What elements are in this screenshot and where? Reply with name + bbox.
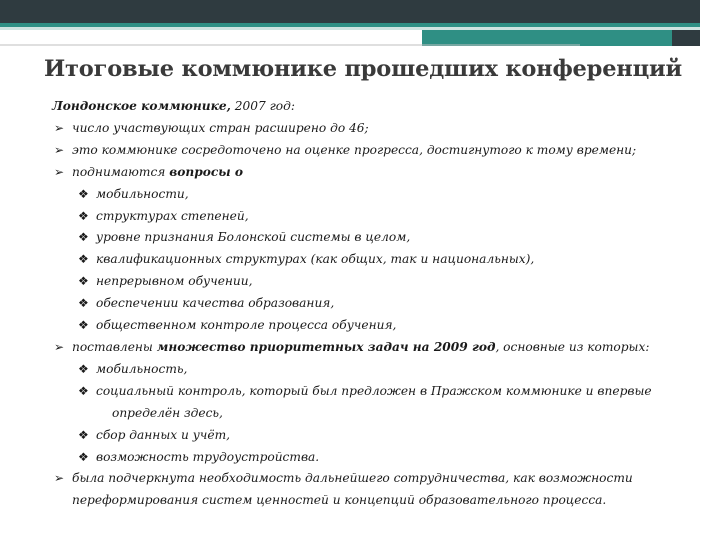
sub-list-item: ❖ квалификационных структурах (как общих, так и национальных),: [52, 249, 692, 271]
sub-list-item: ❖ мобильность,: [52, 359, 692, 381]
arrow-bullet-icon: ➢: [54, 120, 65, 135]
diamond-bullet-icon: ❖: [78, 230, 89, 245]
diamond-bullet-icon: ❖: [78, 208, 89, 223]
sub-list-item: ❖ социальный контроль, который был предложен в Пражском коммюнике и впервые: [52, 381, 692, 403]
arrow-bullet-icon: ➢: [54, 142, 65, 157]
list-item: ➢ была подчеркнута необходимость дальнейшего сотрудничества, как возможности: [52, 468, 692, 490]
diamond-bullet-icon: ❖: [78, 383, 89, 398]
list-item: ➢ поставлены множество приоритетных задач на 2009 год, основные из которых:: [52, 337, 692, 359]
heading-bold: Лондонское коммюнике,: [52, 99, 231, 113]
sub-list-item: ❖ непрерывном обучении,: [52, 271, 692, 293]
header-decoration: [0, 0, 720, 52]
slide-body: [52, 96, 692, 512]
arrow-bullet-icon: ➢: [54, 471, 65, 486]
sub-list-item: ❖ уровне признания Болонской системы в целом,: [52, 227, 692, 249]
list-item-continuation: переформирования систем ценностей и концепций образовательного процесса.: [72, 493, 607, 508]
diamond-bullet-icon: ❖: [78, 361, 89, 376]
sub-list-item: ❖ возможность трудоустройства.: [52, 447, 692, 469]
sub-list-item: ❖ обеспечении качества образования,: [52, 293, 692, 315]
list-item: ➢ поднимаются вопросы о: [52, 162, 692, 184]
diamond-bullet-icon: ❖: [78, 449, 89, 464]
sub-list-item: ❖ мобильности,: [52, 184, 692, 206]
list-item: ➢ это коммюнике сосредоточено на оценке прогресса, достигнутого к тому времени;: [52, 140, 692, 162]
sub-list-item: ❖ сбор данных и учёт,: [52, 425, 692, 447]
heading-rest: 2007 год:: [230, 99, 295, 113]
list-item: ➢ число участвующих стран расширено до 46;: [52, 118, 692, 140]
diamond-bullet-icon: ❖: [78, 186, 89, 201]
diamond-bullet-icon: ❖: [78, 318, 89, 333]
diamond-bullet-icon: ❖: [78, 427, 89, 442]
sub-list-item-continuation: определён здесь,: [112, 405, 223, 420]
sub-list-item: ❖ общественном контроле процесса обучения,: [52, 315, 692, 337]
page-title: Итоговые коммюнике прошедших конференций: [44, 56, 682, 82]
diamond-bullet-icon: ❖: [78, 274, 89, 289]
diamond-bullet-icon: ❖: [78, 296, 89, 311]
section-heading: [52, 96, 692, 118]
diamond-bullet-icon: ❖: [78, 252, 89, 267]
arrow-bullet-icon: ➢: [54, 164, 65, 179]
sub-list-item: ❖ структурах степеней,: [52, 206, 692, 228]
arrow-bullet-icon: ➢: [54, 339, 65, 354]
